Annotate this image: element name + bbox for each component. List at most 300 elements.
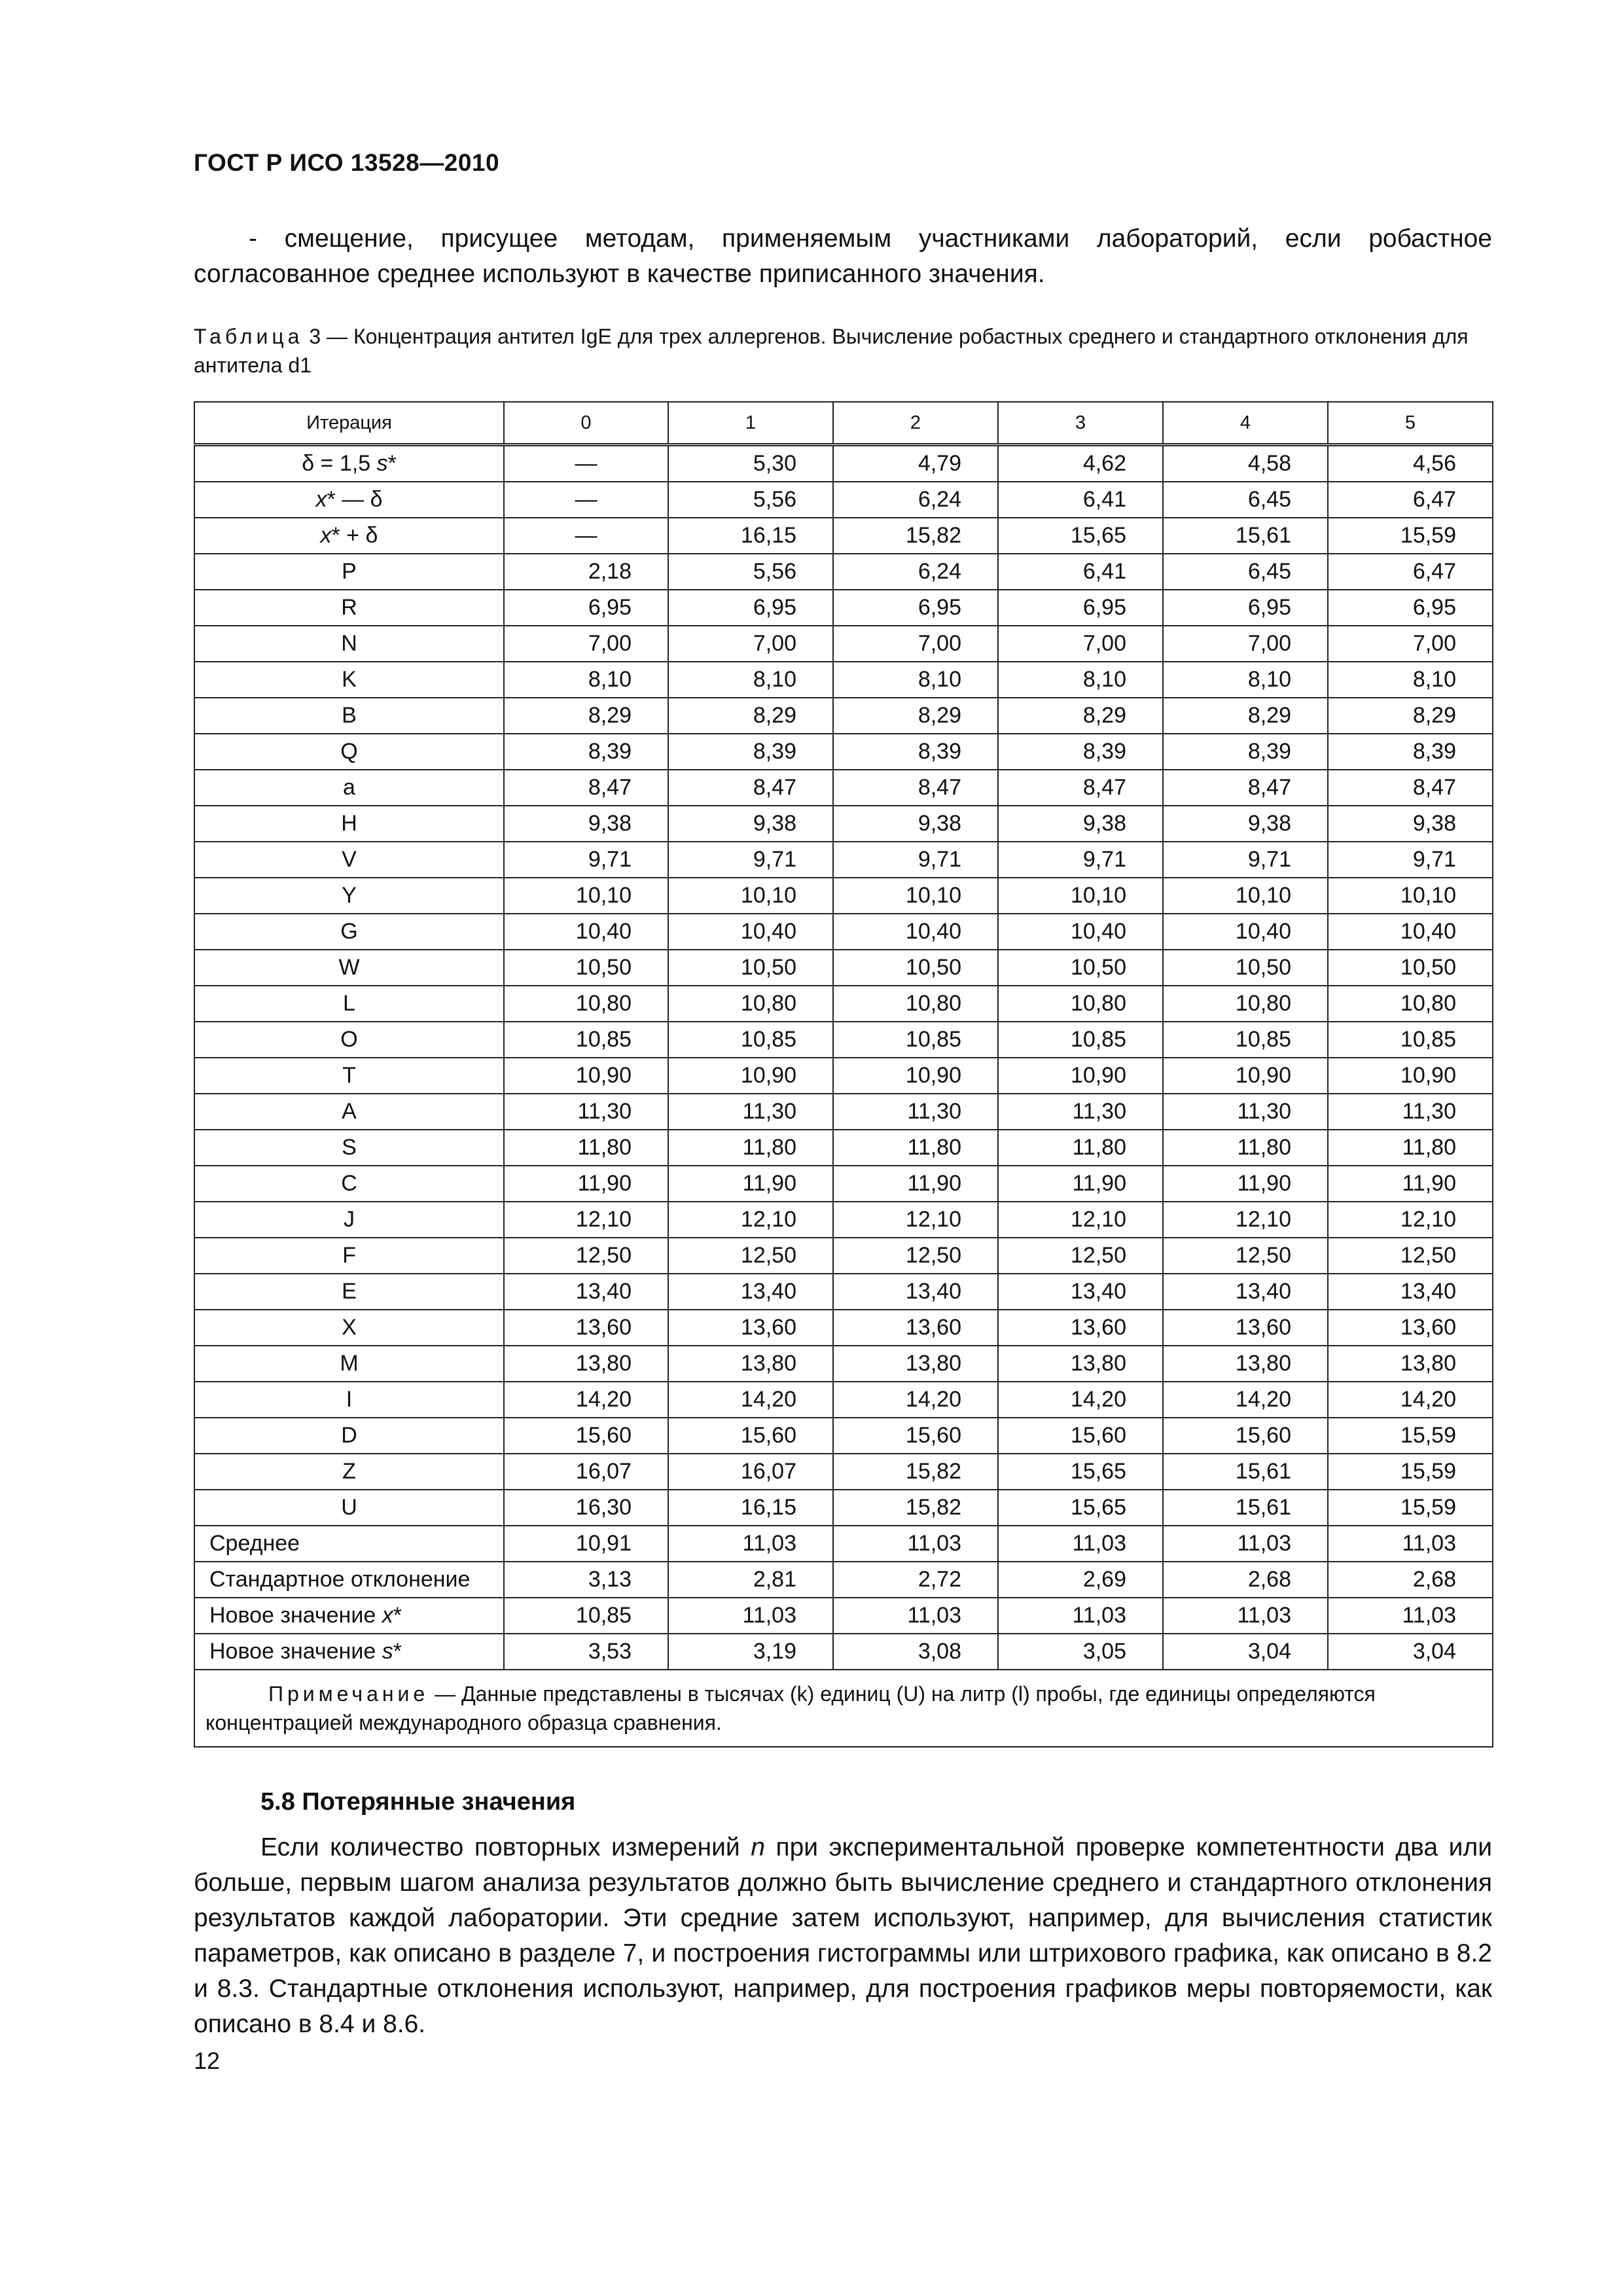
table-cell: 8,39 bbox=[1163, 734, 1328, 770]
table-header-row bbox=[194, 402, 1493, 445]
table-row bbox=[194, 590, 1493, 626]
table-cell: 10,90 bbox=[668, 1058, 833, 1094]
column-header-6: 5 bbox=[1328, 402, 1493, 445]
column-header-5: 4 bbox=[1163, 402, 1328, 445]
table-cell: 15,65 bbox=[998, 1490, 1163, 1526]
table-cell: 6,95 bbox=[504, 590, 668, 626]
table-cell: 7,00 bbox=[504, 626, 668, 662]
table-cell: 8,29 bbox=[833, 698, 998, 734]
table-cell: 2,81 bbox=[668, 1562, 833, 1598]
table-cell: 3,53 bbox=[504, 1634, 668, 1670]
table-cell: 10,50 bbox=[1328, 950, 1493, 986]
table-cell: 16,15 bbox=[668, 1490, 833, 1526]
table-cell: 9,71 bbox=[998, 842, 1163, 878]
table-cell: 11,03 bbox=[833, 1526, 998, 1562]
table-row bbox=[194, 1346, 1493, 1382]
table-cell: 12,10 bbox=[998, 1202, 1163, 1238]
table-cell: 11,90 bbox=[998, 1166, 1163, 1202]
table-cell: 11,03 bbox=[1163, 1598, 1328, 1634]
column-header-4: 3 bbox=[998, 402, 1163, 445]
table-cell: 14,20 bbox=[833, 1382, 998, 1418]
table-cell: 6,45 bbox=[1163, 482, 1328, 518]
note-text: — Данные представлены в тысячах (k) единиц (U) на литр (l) пробы, где единицы определяются концентрацией международного образца сравнения. bbox=[205, 1682, 1376, 1734]
table-cell: 14,20 bbox=[668, 1382, 833, 1418]
table-cell: 15,82 bbox=[833, 1454, 998, 1490]
table-cell: — bbox=[504, 482, 668, 518]
table-row bbox=[194, 1490, 1493, 1526]
table-cell: 16,30 bbox=[504, 1490, 668, 1526]
table-cell: 11,90 bbox=[1328, 1166, 1493, 1202]
table-cell: 12,10 bbox=[1163, 1202, 1328, 1238]
table-row bbox=[194, 1058, 1493, 1094]
table-row bbox=[194, 1454, 1493, 1490]
row-label: O bbox=[194, 1022, 504, 1058]
table-cell: 10,40 bbox=[1328, 914, 1493, 950]
table-cell: 11,90 bbox=[833, 1166, 998, 1202]
table-cell: 13,60 bbox=[1328, 1310, 1493, 1346]
table-cell: 10,10 bbox=[833, 878, 998, 914]
table-cell: 9,71 bbox=[1328, 842, 1493, 878]
table-cell: 15,60 bbox=[668, 1418, 833, 1454]
table-cell: 10,85 bbox=[998, 1022, 1163, 1058]
table-cell: 5,56 bbox=[668, 482, 833, 518]
table-cell: 8,10 bbox=[833, 662, 998, 698]
table-cell: 4,79 bbox=[833, 445, 998, 482]
table-cell: 12,10 bbox=[504, 1202, 668, 1238]
table-cell: 12,50 bbox=[504, 1238, 668, 1274]
table-cell: 16,07 bbox=[504, 1454, 668, 1490]
table-cell: 13,60 bbox=[1163, 1310, 1328, 1346]
body-paragraph bbox=[194, 1830, 1492, 2042]
table-cell: 13,60 bbox=[504, 1310, 668, 1346]
table-cell: 10,50 bbox=[668, 950, 833, 986]
table-cell: 13,40 bbox=[1328, 1274, 1493, 1310]
table-cell: 6,41 bbox=[998, 554, 1163, 590]
table-cell: 10,91 bbox=[504, 1526, 668, 1562]
table-footer bbox=[194, 1670, 1493, 1747]
table-row bbox=[194, 1238, 1493, 1274]
table-row bbox=[194, 1418, 1493, 1454]
table-cell: 12,50 bbox=[1163, 1238, 1328, 1274]
table-cell: 10,85 bbox=[833, 1022, 998, 1058]
row-label: L bbox=[194, 986, 504, 1022]
table-cell: 13,80 bbox=[1328, 1346, 1493, 1382]
row-label: E bbox=[194, 1274, 504, 1310]
table-cell: 8,10 bbox=[1328, 662, 1493, 698]
table-cell: 3,04 bbox=[1328, 1634, 1493, 1670]
table-cell: 6,95 bbox=[998, 590, 1163, 626]
table-cell: 4,56 bbox=[1328, 445, 1493, 482]
summary-row bbox=[194, 1598, 1493, 1634]
table-cell: 9,71 bbox=[668, 842, 833, 878]
table-cell: 10,80 bbox=[1163, 986, 1328, 1022]
table-caption-text: 3 — Концентрация антител IgE для трех аллергенов. Вычисление робастных среднего и стандартного отклонения для антитела d1 bbox=[194, 325, 1469, 377]
table-cell: 8,10 bbox=[504, 662, 668, 698]
table-cell: 8,39 bbox=[833, 734, 998, 770]
table-cell: 6,47 bbox=[1328, 482, 1493, 518]
table-cell: 13,60 bbox=[668, 1310, 833, 1346]
table-cell: 15,60 bbox=[1163, 1418, 1328, 1454]
table-cell: 13,40 bbox=[504, 1274, 668, 1310]
table-cell: 11,80 bbox=[998, 1130, 1163, 1166]
table-cell: 10,90 bbox=[1328, 1058, 1493, 1094]
table-cell: 11,03 bbox=[668, 1598, 833, 1634]
table-cell: 12,50 bbox=[833, 1238, 998, 1274]
table-cell: 15,60 bbox=[504, 1418, 668, 1454]
table-row bbox=[194, 1274, 1493, 1310]
table-cell: 6,95 bbox=[1163, 590, 1328, 626]
table-cell: 12,10 bbox=[1328, 1202, 1493, 1238]
table-row bbox=[194, 1130, 1493, 1166]
table-cell: 11,03 bbox=[1328, 1598, 1493, 1634]
table-cell: 10,85 bbox=[504, 1022, 668, 1058]
table-cell: 5,56 bbox=[668, 554, 833, 590]
table-cell: 8,10 bbox=[1163, 662, 1328, 698]
table-cell: 8,39 bbox=[1328, 734, 1493, 770]
row-label: Новое значение x* bbox=[194, 1598, 504, 1634]
table-cell: 11,03 bbox=[1163, 1526, 1328, 1562]
table-cell: 5,30 bbox=[668, 445, 833, 482]
row-label: Среднее bbox=[194, 1526, 504, 1562]
table-cell: 9,38 bbox=[1328, 806, 1493, 842]
table-cell: 10,50 bbox=[1163, 950, 1328, 986]
table-cell: 10,10 bbox=[998, 878, 1163, 914]
table-cell: 10,40 bbox=[1163, 914, 1328, 950]
table-cell: 6,47 bbox=[1328, 554, 1493, 590]
table-cell: 8,39 bbox=[668, 734, 833, 770]
table-cell: 13,80 bbox=[504, 1346, 668, 1382]
intro-paragraph bbox=[194, 221, 1492, 292]
row-label: Y bbox=[194, 878, 504, 914]
table-cell: 6,45 bbox=[1163, 554, 1328, 590]
table-cell: 11,03 bbox=[1328, 1526, 1493, 1562]
table-cell: 10,50 bbox=[998, 950, 1163, 986]
table-cell: 15,60 bbox=[998, 1418, 1163, 1454]
table-cell: 10,85 bbox=[1328, 1022, 1493, 1058]
row-label: D bbox=[194, 1418, 504, 1454]
table-note bbox=[194, 1670, 1493, 1747]
table-cell: 14,20 bbox=[1328, 1382, 1493, 1418]
table-cell: 9,38 bbox=[833, 806, 998, 842]
table-cell: 16,15 bbox=[668, 518, 833, 554]
table-cell: 6,95 bbox=[1328, 590, 1493, 626]
row-label: K bbox=[194, 662, 504, 698]
row-label: R bbox=[194, 590, 504, 626]
row-label: a bbox=[194, 770, 504, 806]
table-row bbox=[194, 518, 1493, 554]
row-label: F bbox=[194, 1238, 504, 1274]
table-caption-prefix: Таблица bbox=[194, 325, 304, 348]
table-cell: 4,62 bbox=[998, 445, 1163, 482]
table-cell: 13,80 bbox=[833, 1346, 998, 1382]
table-cell: 8,39 bbox=[504, 734, 668, 770]
table-cell: 4,58 bbox=[1163, 445, 1328, 482]
table-cell: 6,95 bbox=[668, 590, 833, 626]
table-cell: 8,47 bbox=[833, 770, 998, 806]
table-cell: 10,10 bbox=[1163, 878, 1328, 914]
table-cell: 10,80 bbox=[1328, 986, 1493, 1022]
row-label: X bbox=[194, 1310, 504, 1346]
table-cell: 9,71 bbox=[504, 842, 668, 878]
table-cell: 6,24 bbox=[833, 554, 998, 590]
table-row bbox=[194, 770, 1493, 806]
table-cell: 11,90 bbox=[668, 1166, 833, 1202]
table-cell: 11,30 bbox=[1328, 1094, 1493, 1130]
column-header-1: 0 bbox=[504, 402, 668, 445]
table-cell: 15,59 bbox=[1328, 1454, 1493, 1490]
table-cell: 2,18 bbox=[504, 554, 668, 590]
table-cell: 13,40 bbox=[833, 1274, 998, 1310]
table-cell: — bbox=[504, 518, 668, 554]
table-cell: 11,80 bbox=[504, 1130, 668, 1166]
table-row bbox=[194, 1310, 1493, 1346]
table-cell: 10,50 bbox=[504, 950, 668, 986]
table-cell: 3,08 bbox=[833, 1634, 998, 1670]
row-label: W bbox=[194, 950, 504, 986]
table-cell: 8,47 bbox=[668, 770, 833, 806]
table-cell: 10,85 bbox=[504, 1598, 668, 1634]
table-cell: 7,00 bbox=[998, 626, 1163, 662]
table-cell: 12,10 bbox=[833, 1202, 998, 1238]
table-row bbox=[194, 482, 1493, 518]
summary-row bbox=[194, 1562, 1493, 1598]
row-label: M bbox=[194, 1346, 504, 1382]
table-cell: 11,03 bbox=[668, 1526, 833, 1562]
table-cell: 8,29 bbox=[1163, 698, 1328, 734]
table-cell: 11,90 bbox=[1163, 1166, 1328, 1202]
table-cell: 13,40 bbox=[668, 1274, 833, 1310]
row-label: T bbox=[194, 1058, 504, 1094]
table-cell: 10,40 bbox=[833, 914, 998, 950]
table-cell: 15,65 bbox=[998, 1454, 1163, 1490]
table-row bbox=[194, 445, 1493, 482]
column-header-iteration: Итерация bbox=[194, 402, 504, 445]
table-cell: 10,90 bbox=[998, 1058, 1163, 1094]
table-cell: 15,82 bbox=[833, 518, 998, 554]
column-header-3: 2 bbox=[833, 402, 998, 445]
table-cell: 9,38 bbox=[998, 806, 1163, 842]
table-cell: 8,47 bbox=[998, 770, 1163, 806]
table-cell: 15,61 bbox=[1163, 1454, 1328, 1490]
table-cell: 2,68 bbox=[1328, 1562, 1493, 1598]
table-cell: 10,80 bbox=[504, 986, 668, 1022]
intro-text: - смещение, присущее методам, применяемым участниками лабораторий, если робастное согласованное среднее используют в качестве приписанного значения. bbox=[194, 224, 1492, 288]
note-row bbox=[194, 1670, 1493, 1747]
table-cell: 7,00 bbox=[833, 626, 998, 662]
table-body bbox=[194, 445, 1493, 1670]
row-label: P bbox=[194, 554, 504, 590]
table-cell: 9,71 bbox=[833, 842, 998, 878]
table-cell: 11,03 bbox=[833, 1598, 998, 1634]
page-number: 12 bbox=[194, 2047, 221, 2074]
table-cell: 3,05 bbox=[998, 1634, 1163, 1670]
table-cell: 7,00 bbox=[1328, 626, 1493, 662]
summary-row bbox=[194, 1634, 1493, 1670]
table-cell: 8,10 bbox=[998, 662, 1163, 698]
table-header bbox=[194, 402, 1493, 445]
table-cell: 13,60 bbox=[998, 1310, 1163, 1346]
table-cell: 10,90 bbox=[1163, 1058, 1328, 1094]
table-cell: 9,38 bbox=[1163, 806, 1328, 842]
table-cell: 10,85 bbox=[668, 1022, 833, 1058]
table-cell: 11,80 bbox=[1163, 1130, 1328, 1166]
table-cell: 14,20 bbox=[998, 1382, 1163, 1418]
table-row bbox=[194, 1166, 1493, 1202]
results-table bbox=[194, 401, 1493, 1748]
table-cell: 8,47 bbox=[1328, 770, 1493, 806]
table-cell: 14,20 bbox=[1163, 1382, 1328, 1418]
table-cell: 10,85 bbox=[1163, 1022, 1328, 1058]
table-cell: 3,19 bbox=[668, 1634, 833, 1670]
table-cell: 11,30 bbox=[668, 1094, 833, 1130]
row-label: G bbox=[194, 914, 504, 950]
column-header-2: 1 bbox=[668, 402, 833, 445]
table-cell: 15,59 bbox=[1328, 518, 1493, 554]
table-cell: 11,80 bbox=[1328, 1130, 1493, 1166]
table-row bbox=[194, 878, 1493, 914]
table-cell: 11,90 bbox=[504, 1166, 668, 1202]
table-cell: 11,80 bbox=[668, 1130, 833, 1166]
row-label: V bbox=[194, 842, 504, 878]
table-cell: 2,72 bbox=[833, 1562, 998, 1598]
table-cell: 11,03 bbox=[998, 1526, 1163, 1562]
table-row bbox=[194, 950, 1493, 986]
row-label: Q bbox=[194, 734, 504, 770]
table-row bbox=[194, 842, 1493, 878]
summary-row bbox=[194, 1526, 1493, 1562]
table-cell: 10,80 bbox=[833, 986, 998, 1022]
note-prefix: Примечание bbox=[268, 1682, 429, 1706]
table-cell: 16,07 bbox=[668, 1454, 833, 1490]
row-label: U bbox=[194, 1490, 504, 1526]
variable-n: n bbox=[751, 1833, 765, 1861]
table-cell: 13,40 bbox=[998, 1274, 1163, 1310]
table-row bbox=[194, 698, 1493, 734]
table-cell: 3,13 bbox=[504, 1562, 668, 1598]
table-cell: 15,59 bbox=[1328, 1490, 1493, 1526]
table-cell: 12,50 bbox=[998, 1238, 1163, 1274]
row-label: Стандартное отклонение bbox=[194, 1562, 504, 1598]
table-cell: 11,03 bbox=[998, 1598, 1163, 1634]
table-cell: 8,29 bbox=[668, 698, 833, 734]
row-label: B bbox=[194, 698, 504, 734]
table-cell: 3,04 bbox=[1163, 1634, 1328, 1670]
table-row bbox=[194, 1022, 1493, 1058]
table-cell: 8,10 bbox=[668, 662, 833, 698]
table-cell: 10,80 bbox=[668, 986, 833, 1022]
row-label: x* + δ bbox=[194, 518, 504, 554]
table-cell: 10,40 bbox=[998, 914, 1163, 950]
table-cell: 9,38 bbox=[504, 806, 668, 842]
table-cell: 8,29 bbox=[504, 698, 668, 734]
table-cell: 8,47 bbox=[1163, 770, 1328, 806]
row-label: Новое значение s* bbox=[194, 1634, 504, 1670]
row-label: J bbox=[194, 1202, 504, 1238]
table-cell: 9,38 bbox=[668, 806, 833, 842]
table-row bbox=[194, 1202, 1493, 1238]
table-cell: 9,71 bbox=[1163, 842, 1328, 878]
table-cell: 8,29 bbox=[998, 698, 1163, 734]
table-cell: 13,60 bbox=[833, 1310, 998, 1346]
table-cell: 13,80 bbox=[668, 1346, 833, 1382]
table-cell: 2,68 bbox=[1163, 1562, 1328, 1598]
table-cell: 6,95 bbox=[833, 590, 998, 626]
table-cell: 8,29 bbox=[1328, 698, 1493, 734]
body-text-rest: при экспериментальной проверке компетентности два или больше, первым шагом анализа результатов должно быть вычисление среднего и стандартного отклонения результатов каждой лаборатории. Эти средние затем используют, например, для вычисления статистик параметров, как описано в разделе 7, и построения гистограммы или штрихового графика, как описано в 8.2 и 8.3. Стандартные отклонения используют, например, для построения графиков меры повторяемости, как описано в 8.4 и 8.6. bbox=[194, 1833, 1493, 2038]
table-cell: 12,50 bbox=[668, 1238, 833, 1274]
table-cell: 10,10 bbox=[504, 878, 668, 914]
table-cell: 10,50 bbox=[833, 950, 998, 986]
table-cell: 14,20 bbox=[504, 1382, 668, 1418]
table-cell: 10,90 bbox=[833, 1058, 998, 1094]
row-label: δ = 1,5 s* bbox=[194, 445, 504, 482]
table-row bbox=[194, 662, 1493, 698]
table-cell: 10,40 bbox=[668, 914, 833, 950]
table-cell: 12,10 bbox=[668, 1202, 833, 1238]
table-cell: 15,60 bbox=[833, 1418, 998, 1454]
table-cell: 10,10 bbox=[668, 878, 833, 914]
table-row bbox=[194, 734, 1493, 770]
table-row bbox=[194, 1382, 1493, 1418]
table-cell: 10,10 bbox=[1328, 878, 1493, 914]
table-cell: 8,47 bbox=[504, 770, 668, 806]
section-title: 5.8 Потерянные значения bbox=[260, 1788, 576, 1816]
row-label: A bbox=[194, 1094, 504, 1130]
table-cell: 13,80 bbox=[1163, 1346, 1328, 1382]
table-row bbox=[194, 806, 1493, 842]
table-cell: 12,50 bbox=[1328, 1238, 1493, 1274]
table-row bbox=[194, 554, 1493, 590]
table-cell: 13,80 bbox=[998, 1346, 1163, 1382]
table-cell: 6,24 bbox=[833, 482, 998, 518]
table-cell: 11,30 bbox=[998, 1094, 1163, 1130]
table-cell: 10,90 bbox=[504, 1058, 668, 1094]
table-cell: 7,00 bbox=[1163, 626, 1328, 662]
table-cell: 7,00 bbox=[668, 626, 833, 662]
table-cell: 10,40 bbox=[504, 914, 668, 950]
table-cell: 15,61 bbox=[1163, 518, 1328, 554]
document-header: ГОСТ Р ИСО 13528—2010 bbox=[194, 149, 500, 176]
table-cell: 11,30 bbox=[504, 1094, 668, 1130]
table-cell: 15,61 bbox=[1163, 1490, 1328, 1526]
table-cell: 10,80 bbox=[998, 986, 1163, 1022]
table-cell: 11,30 bbox=[1163, 1094, 1328, 1130]
table-cell: 11,80 bbox=[833, 1130, 998, 1166]
table-cell: 15,65 bbox=[998, 518, 1163, 554]
table-cell: — bbox=[504, 445, 668, 482]
table-row bbox=[194, 1094, 1493, 1130]
row-label: N bbox=[194, 626, 504, 662]
table-cell: 6,41 bbox=[998, 482, 1163, 518]
row-label: S bbox=[194, 1130, 504, 1166]
table-cell: 13,40 bbox=[1163, 1274, 1328, 1310]
table-row bbox=[194, 626, 1493, 662]
table-cell: 11,30 bbox=[833, 1094, 998, 1130]
table-row bbox=[194, 914, 1493, 950]
table-caption bbox=[194, 322, 1492, 380]
table-cell: 15,82 bbox=[833, 1490, 998, 1526]
body-text-start: Если количество повторных измерений bbox=[260, 1833, 751, 1861]
row-label: H bbox=[194, 806, 504, 842]
table-row bbox=[194, 986, 1493, 1022]
table-cell: 2,69 bbox=[998, 1562, 1163, 1598]
row-label: C bbox=[194, 1166, 504, 1202]
row-label: Z bbox=[194, 1454, 504, 1490]
table-cell: 15,59 bbox=[1328, 1418, 1493, 1454]
table-cell: 8,39 bbox=[998, 734, 1163, 770]
row-label: x* — δ bbox=[194, 482, 504, 518]
row-label: I bbox=[194, 1382, 504, 1418]
